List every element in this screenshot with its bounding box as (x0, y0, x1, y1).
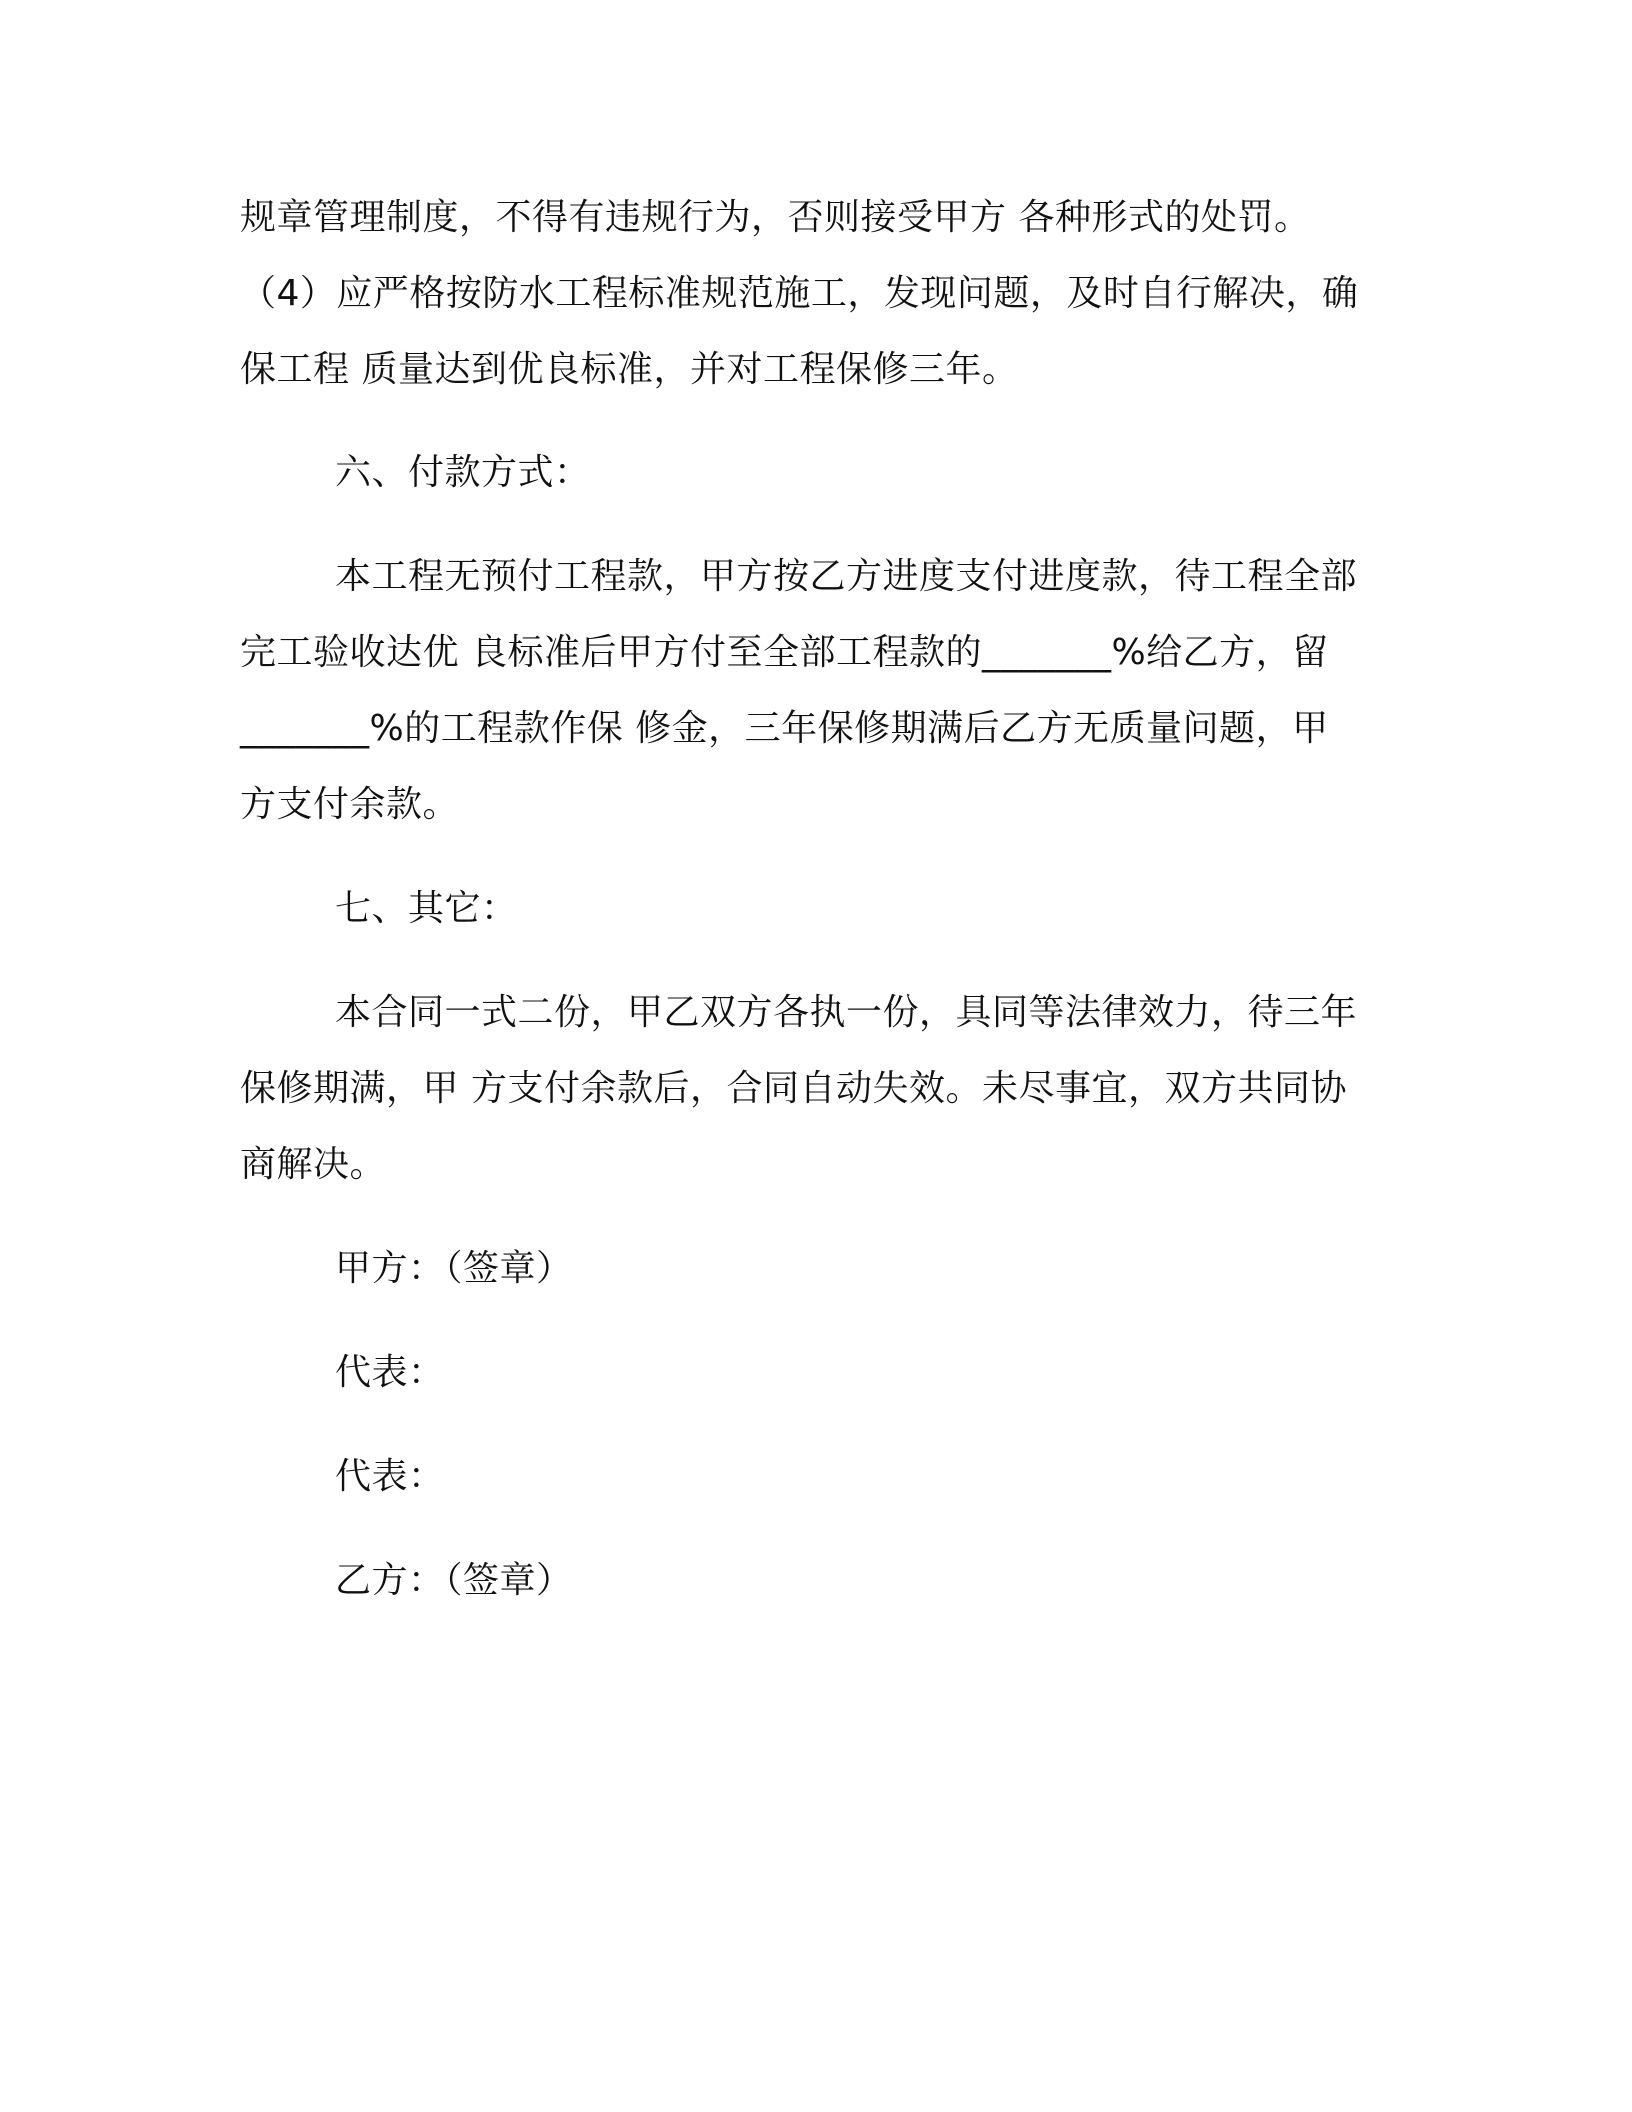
clause-5-item-3-tail: 规章管理制度，不得有违规行为，否则接受甲方 各种形式的处罚。 (240, 197, 1311, 238)
section-6-body-line-1: 本工程无预付工程款，甲方按乙方进度支付进度款，待工程全部 (335, 556, 1358, 597)
section-7-body-line-3: 商解决。 (240, 1144, 387, 1185)
section-7-body-line-1: 本合同一式二份，甲乙双方各执一份，具同等法律效力，待三年 (335, 992, 1358, 1033)
representative-label-2: 代表： (335, 1456, 445, 1497)
clause-5-item-4-line-1: （4）应严格按防水工程标准规范施工，发现问题，及时自行解决，确 (240, 273, 1359, 314)
party-b-signature-label: 乙方：（签章） (335, 1560, 573, 1601)
section-7-heading: 七、其它： (335, 888, 518, 929)
section-6-heading: 六、付款方式： (335, 452, 591, 493)
section-6-body-line-4: 方支付余款。 (240, 784, 460, 825)
clause-5-item-4-line-2: 保工程 质量达到优良标准，并对工程保修三年。 (240, 349, 1019, 390)
representative-label-1: 代表： (335, 1352, 445, 1393)
section-6-body-line-2: 完工验收达优 良标准后甲方付至全部工程款的_______%给乙方，留 (240, 632, 1329, 673)
party-a-signature-label: 甲方：（签章） (335, 1248, 573, 1289)
section-6-body-line-3: _______%的工程款作保 修金，三年保修期满后乙方无质量问题，甲 (240, 708, 1329, 749)
section-7-body-line-2: 保修期满，甲 方支付余款后，合同自动失效。未尽事宜，双方共同协 (240, 1068, 1347, 1109)
